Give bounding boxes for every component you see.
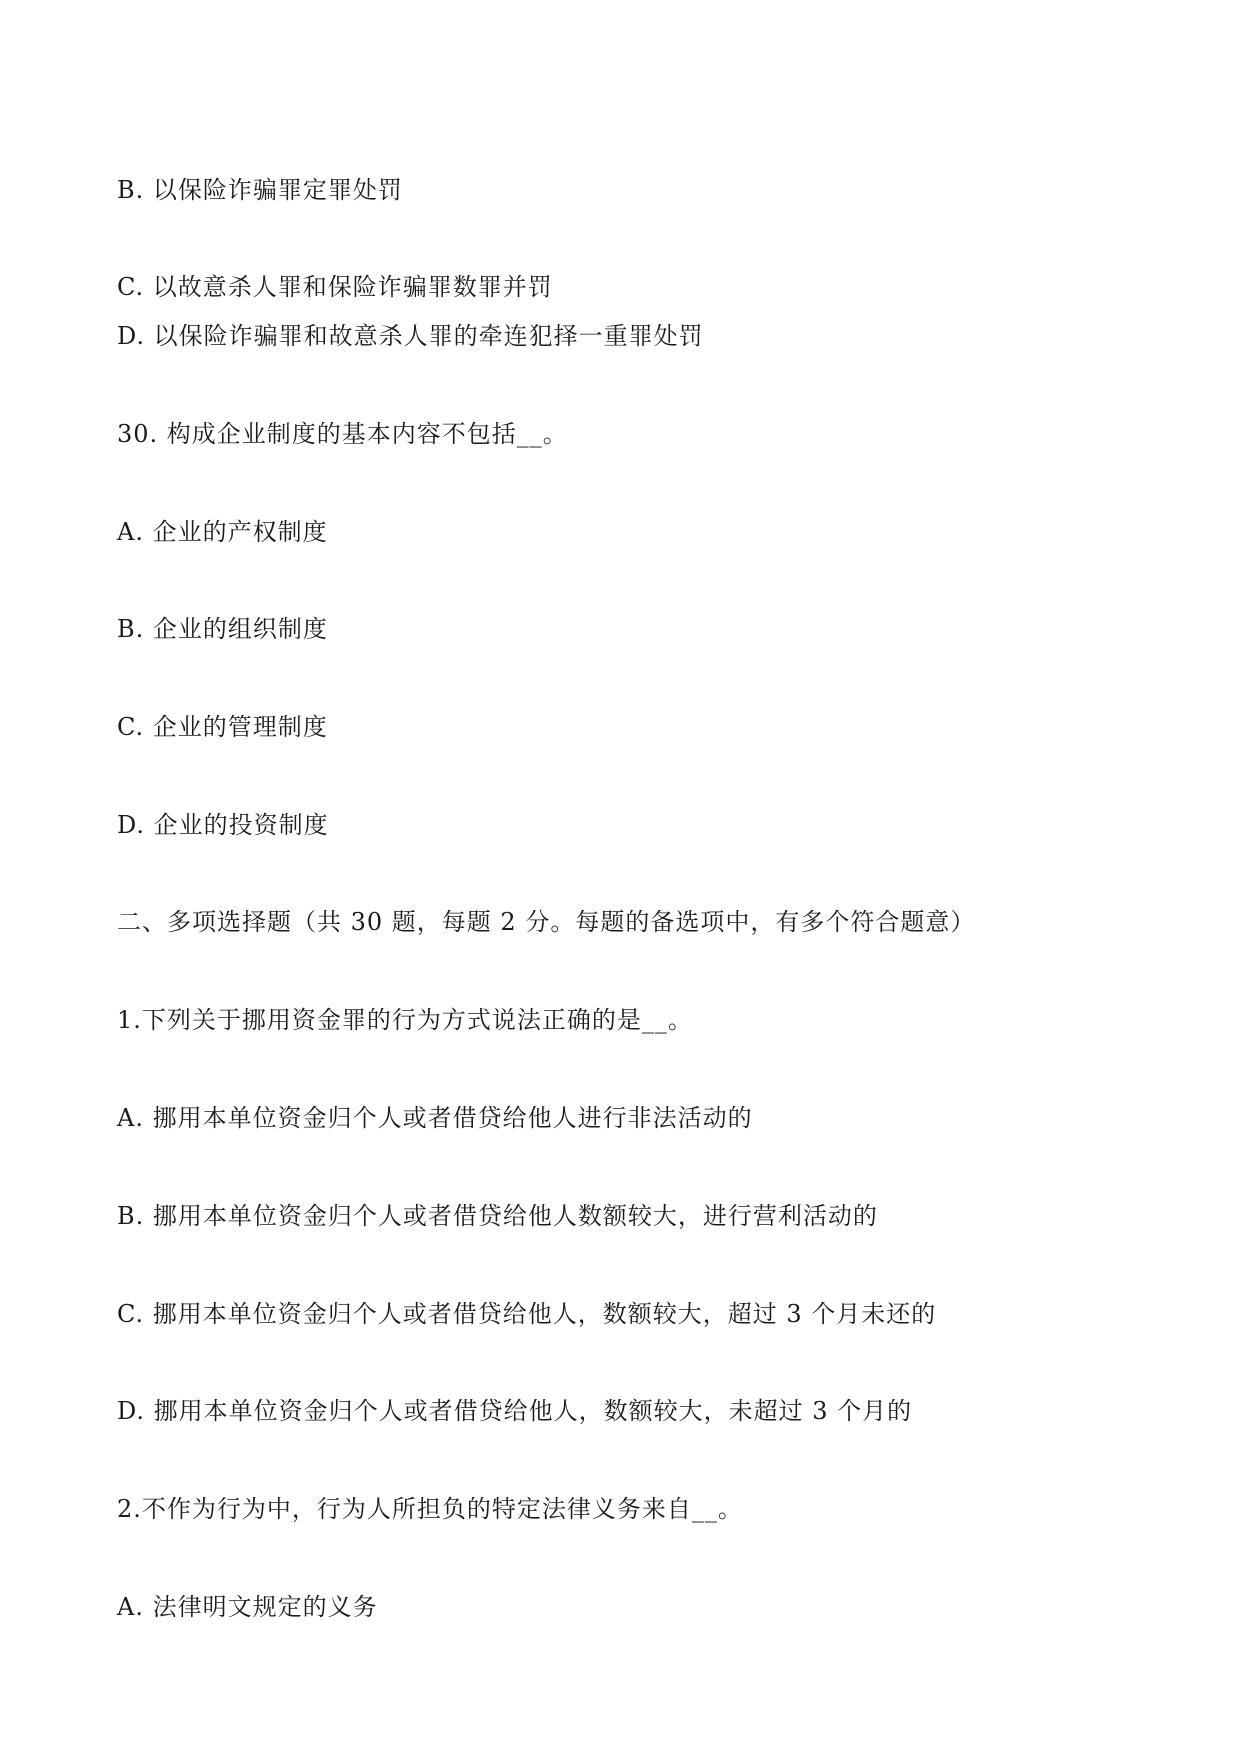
option-b-insurance-fraud: B. 以保险诈骗罪定罪处罚 (117, 176, 403, 204)
question-2: 2.不作为行为中，行为人所担负的特定法律义务来自__。 (117, 1495, 743, 1523)
option-c-concurrent-punishment: C. 以故意杀人罪和保险诈骗罪数罪并罚 (117, 273, 553, 301)
q30-option-d: D. 企业的投资制度 (117, 811, 329, 839)
q2-option-a: A. 法律明文规定的义务 (117, 1593, 378, 1621)
q30-option-b: B. 企业的组织制度 (117, 615, 328, 643)
q30-option-a: A. 企业的产权制度 (117, 518, 328, 546)
q30-option-c: C. 企业的管理制度 (117, 713, 328, 741)
section-heading-multiple-choice: 二、多项选择题（共 30 题，每题 2 分。每题的备选项中，有多个符合题意） (117, 908, 976, 936)
question-1: 1.下列关于挪用资金罪的行为方式说法正确的是__。 (117, 1006, 693, 1034)
q1-option-c: C. 挪用本单位资金归个人或者借贷给他人，数额较大，超过 3 个月未还的 (117, 1300, 937, 1328)
q1-option-d: D. 挪用本单位资金归个人或者借贷给他人，数额较大，未超过 3 个月的 (117, 1397, 913, 1425)
q1-option-a: A. 挪用本单位资金归个人或者借贷给他人进行非法活动的 (117, 1104, 753, 1132)
q1-option-b: B. 挪用本单位资金归个人或者借贷给他人数额较大，进行营利活动的 (117, 1202, 878, 1230)
option-d-implicated-offense: D. 以保险诈骗罪和故意杀人罪的牵连犯择一重罪处罚 (117, 322, 704, 350)
question-30: 30. 构成企业制度的基本内容不包括__。 (117, 420, 568, 448)
